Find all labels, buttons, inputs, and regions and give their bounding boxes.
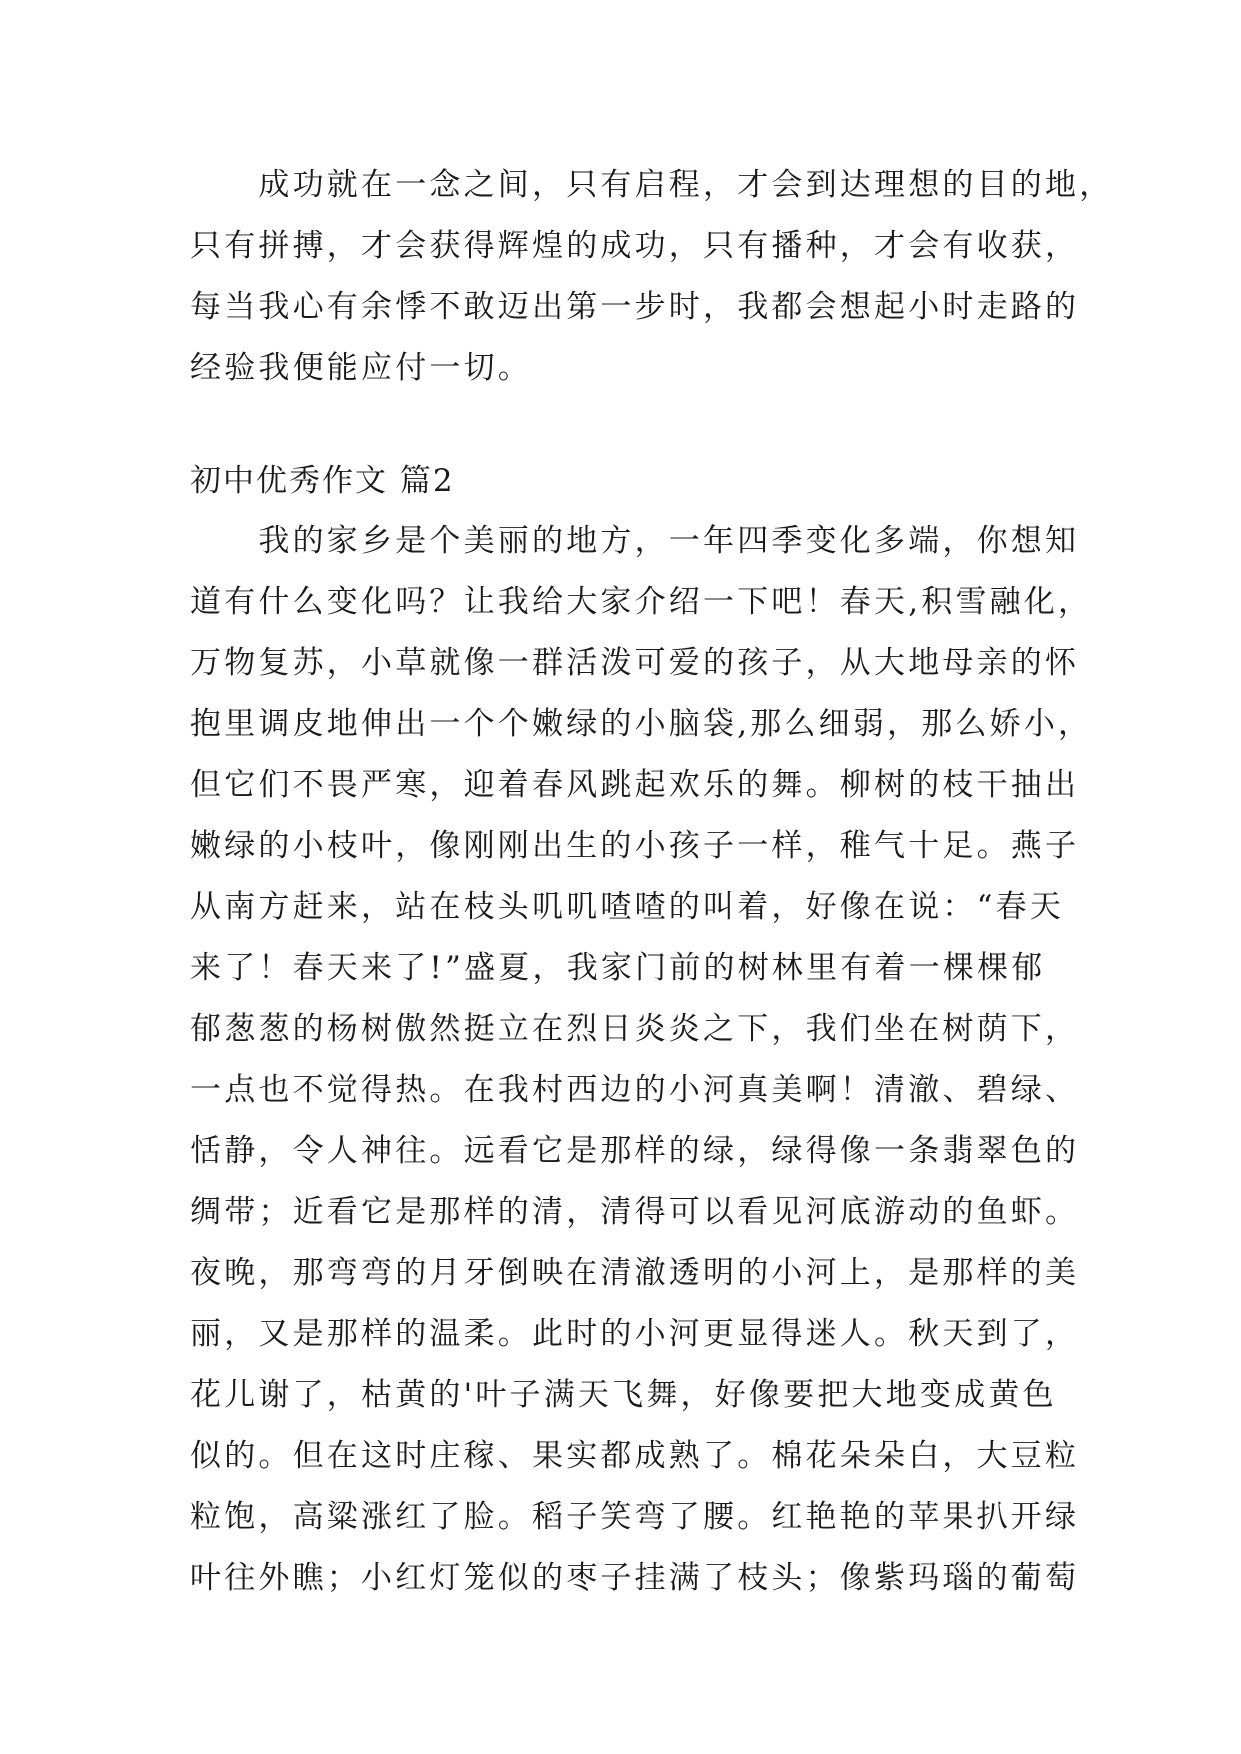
paragraph-line: 经验我便能应付一切。 — [190, 350, 532, 386]
paragraph-line: 似的。但在这时庄稼、果实都成熟了。棉花朵朵白，大豆粒 — [190, 1438, 1080, 1474]
paragraph-line: 丽，又是那样的温柔。此时的小河更显得迷人。秋天到了， — [190, 1316, 1080, 1352]
paragraph-line: 从南方赶来，站在枝头叽叽喳喳的叫着，好像在说：“春天 — [190, 889, 1065, 925]
paragraph-line: 抱里调皮地伸出一个个嫩绿的小脑袋,那么细弱，那么娇小， — [190, 706, 1093, 742]
paragraph-line: 粒饱，高粱涨红了脸。稻子笑弯了腰。红艳艳的苹果扒开绿 — [190, 1499, 1080, 1535]
paragraph-line: 郁葱葱的杨树傲然挺立在烈日炎炎之下，我们坐在树荫下， — [190, 1011, 1080, 1047]
section-heading: 初中优秀作文 篇2 — [190, 463, 455, 499]
paragraph-line: 万物复苏，小草就像一群活泼可爱的孩子，从大地母亲的怀 — [190, 645, 1080, 681]
paragraph-line: 夜晚，那弯弯的月牙倒映在清澈透明的小河上，是那样的美 — [190, 1255, 1080, 1291]
paragraph-line: 绸带；近看它是那样的清，清得可以看见河底游动的鱼虾。 — [190, 1194, 1080, 1230]
paragraph-line: 嫩绿的小枝叶，像刚刚出生的小孩子一样，稚气十足。燕子 — [190, 828, 1080, 864]
paragraph-line: 花儿谢了，枯黄的'叶子满天飞舞，好像要把大地变成黄色 — [190, 1377, 1057, 1413]
paragraph-line: 只有拼搏，才会获得辉煌的成功，只有播种，才会有收获， — [190, 228, 1080, 264]
paragraph-line: 恬静，令人神往。远看它是那样的绿，绿得像一条翡翠色的 — [190, 1133, 1080, 1169]
paragraph-line: 每当我心有余悸不敢迈出第一步时，我都会想起小时走路的 — [190, 289, 1080, 325]
paragraph-line: 我的家乡是个美丽的地方，一年四季变化多端，你想知 — [190, 523, 1080, 559]
paragraph-line: 道有什么变化吗？让我给大家介绍一下吧！春天,积雪融化， — [190, 584, 1093, 620]
paragraph-line: 来了！春天来了!”盛夏，我家门前的树林里有着一棵棵郁 — [190, 950, 1046, 986]
paragraph-line: 但它们不畏严寒，迎着春风跳起欢乐的舞。柳树的枝干抽出 — [190, 767, 1080, 803]
paragraph-line: 叶往外瞧；小红灯笼似的枣子挂满了枝头；像紫玛瑙的葡萄 — [190, 1560, 1080, 1596]
paragraph-line: 一点也不觉得热。在我村西边的小河真美啊！清澈、碧绿、 — [190, 1072, 1080, 1108]
paragraph-line: 成功就在一念之间，只有启程，才会到达理想的目的地， — [190, 167, 1114, 203]
